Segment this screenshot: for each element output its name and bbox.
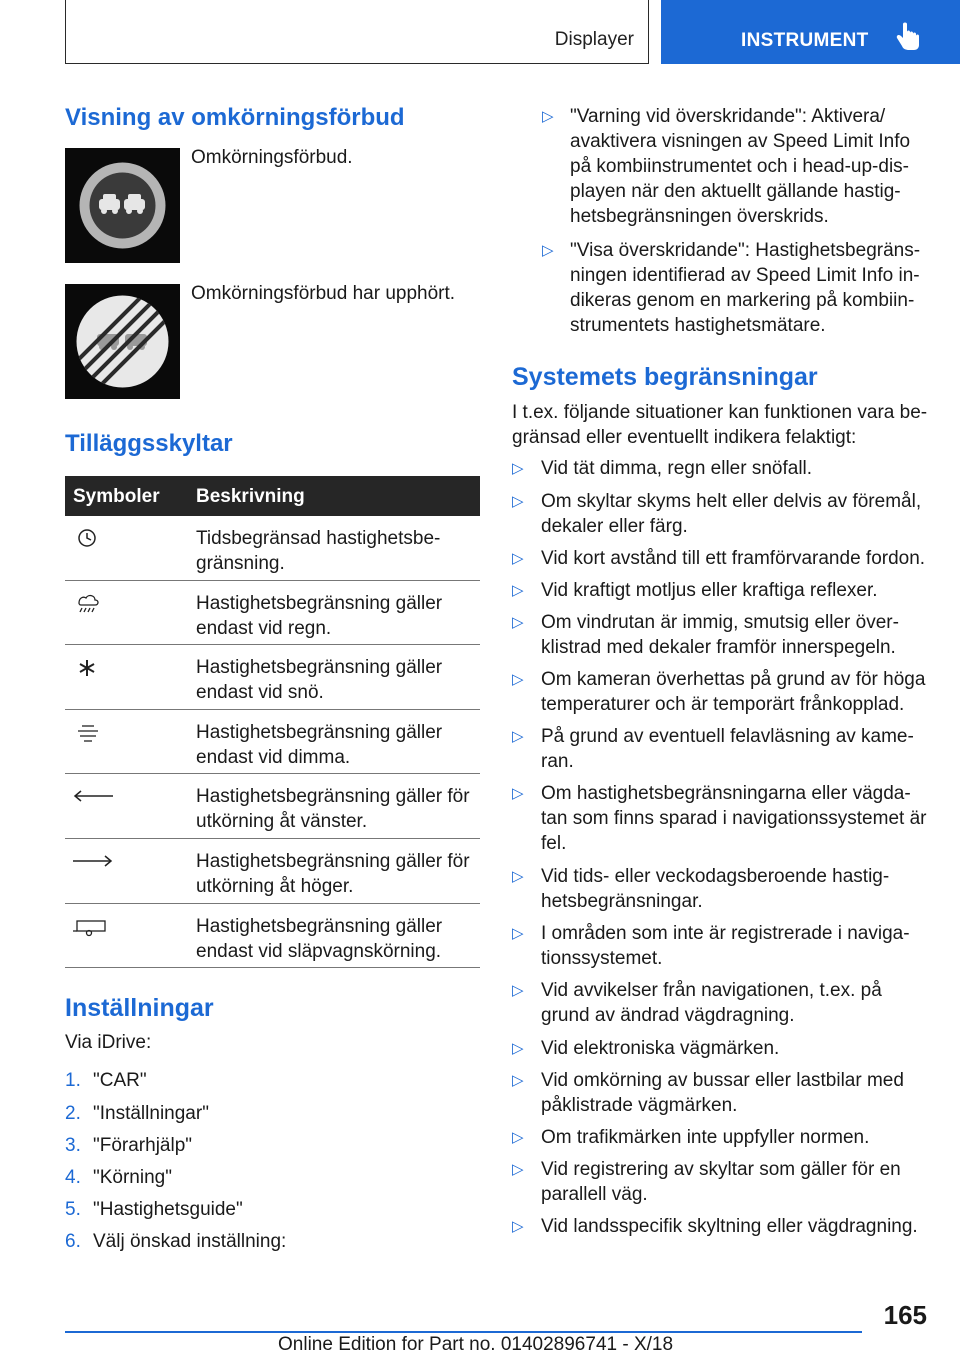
table-header-description: Beskrivning	[196, 486, 305, 507]
heading-system-limits: Systemets begränsningar	[512, 363, 818, 391]
clock-icon	[73, 528, 113, 552]
table-row	[65, 516, 480, 581]
footer-edition-text: Online Edition for Part no. 01402896741 - X/18	[278, 1334, 674, 1355]
header-chapter-title: INSTRUMENT	[741, 30, 869, 51]
trailer-icon	[73, 916, 113, 940]
pointing-hand-icon	[895, 22, 921, 52]
footer-divider	[65, 1331, 862, 1333]
table-row-description: Hastighetsbegränsning gäller endast vid dimma.	[196, 721, 443, 768]
heading-overtaking-display: Visning av omkörningsförbud	[65, 104, 405, 131]
via-idrive-text: Via iDrive:	[65, 1032, 152, 1053]
table-row-description: Hastighetsbegränsning gäller endast vid släpvagnskörning.	[196, 915, 443, 962]
header-section-box	[65, 0, 649, 64]
limits-intro: I t.ex. följande situationer kan funktionen vara be- gränsad eller eventuellt indikera felaktigt:	[512, 402, 928, 448]
sign1-caption: Omkörningsförbud.	[191, 147, 353, 168]
table-row-description: Tidsbegränsad hastighetsbe- gränsning.	[196, 528, 441, 574]
table-row	[65, 904, 480, 969]
end-overtaking-sign-image	[65, 284, 180, 399]
table-row-description: Hastighetsbegränsning gäller för utkörning åt vänster.	[196, 786, 470, 833]
page-number: 165	[883, 1300, 927, 1330]
fog-icon	[73, 722, 113, 746]
table-row	[65, 581, 480, 646]
arrow-left-icon	[73, 786, 113, 810]
bullet-triangle-icon: ▷	[542, 108, 554, 125]
arrow-right-icon	[73, 851, 113, 875]
snowflake-icon	[73, 657, 113, 681]
table-row	[65, 839, 480, 904]
no-overtaking-sign-image	[65, 148, 180, 263]
header-section-title: Displayer	[554, 29, 634, 50]
heading-settings: Inställningar	[65, 994, 214, 1022]
table-row-description: Hastighetsbegränsning gäller för utkörning åt höger.	[196, 850, 470, 897]
end-no-overtaking-sign-icon	[65, 284, 180, 399]
table-row-description: Hastighetsbegränsning gäller endast vid regn.	[196, 592, 443, 639]
sign2-caption: Omkörningsförbud har upphört.	[191, 283, 456, 304]
table-row	[65, 645, 480, 710]
additional-signs-table	[65, 476, 480, 968]
bullet-triangle-icon: ▷	[542, 242, 554, 259]
table-header	[65, 476, 480, 516]
table-row-description: Hastighetsbegränsning gäller endast vid snö.	[196, 657, 443, 704]
header-chapter-tab[interactable]	[661, 0, 960, 64]
table-header-symbols: Symboler	[73, 486, 160, 507]
table-row	[65, 774, 480, 839]
rain-icon	[73, 593, 113, 617]
heading-additional-signs: Tilläggsskyltar	[65, 430, 233, 457]
no-overtaking-sign-icon	[65, 148, 180, 263]
table-row	[65, 710, 480, 775]
